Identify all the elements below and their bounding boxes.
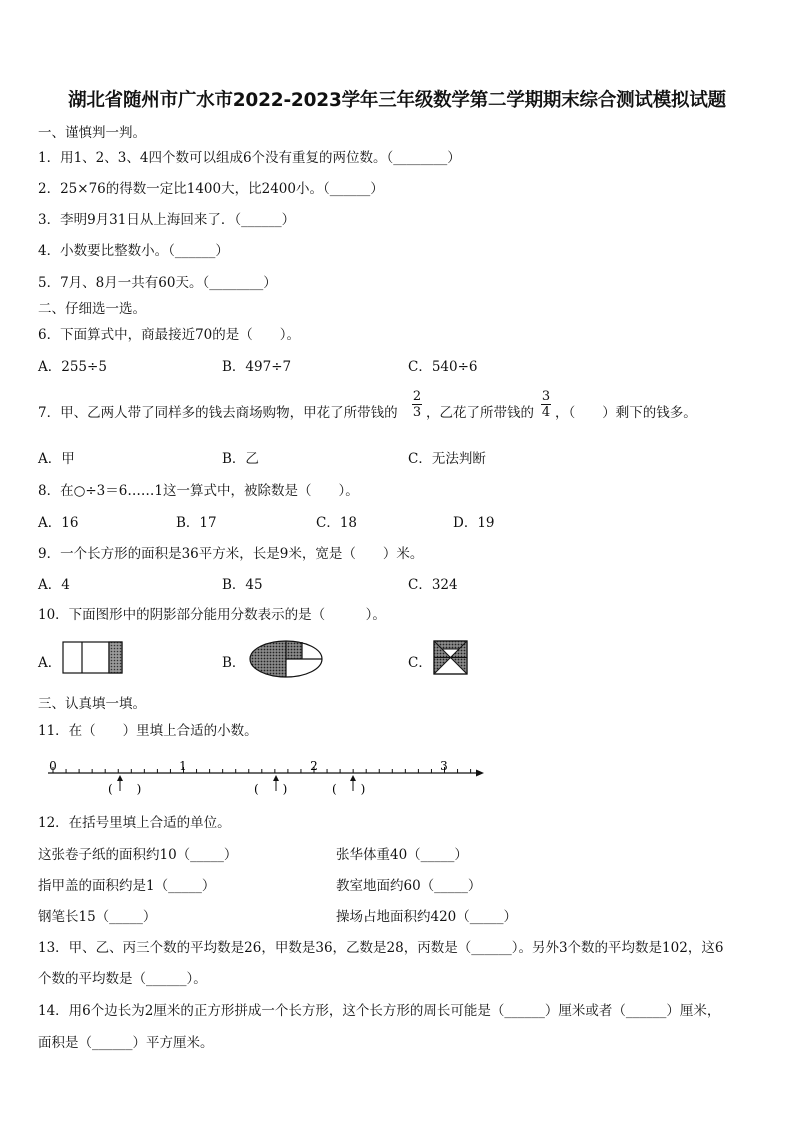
q9-option-a: A．4 (38, 577, 70, 593)
q6-option-b: B．497÷7 (222, 359, 292, 375)
question-5: 5．7月、8月一共有60天。（________） (38, 275, 277, 291)
q7-stem-part3: ，（ ）剩下的钱多。 (555, 405, 697, 421)
tick-label-1: 1 (179, 759, 187, 773)
q12-item-nail-area: 指甲盖的面积约是1（_____） (38, 878, 216, 894)
q8-option-d: D．19 (453, 515, 495, 531)
q10-option-a-label: A． (38, 655, 62, 671)
q7-stem-part2: ，乙花了所带钱的 (426, 405, 534, 421)
tick-label-2: 2 (310, 759, 318, 773)
question-13-line-2: 个数的平均数是（______）。 (38, 971, 207, 987)
question-4: 4．小数要比整数小。（______） (38, 243, 229, 259)
q8-option-c: C．18 (316, 515, 358, 531)
q10-option-b-label: B． (222, 655, 246, 671)
q11-number-line (40, 757, 485, 803)
q12-item-pen-length: 钢笔长15（_____） (38, 909, 157, 925)
q7-option-a: A．甲 (38, 451, 75, 467)
q7-fraction-2 (540, 389, 552, 420)
page-title: 湖北省随州市广水市2022-2023学年三年级数学第二学期期末综合测试模拟试题 (68, 90, 726, 111)
figure-b-shaded-left (248, 639, 286, 679)
q7-stem-part1: 7．甲、乙两人带了同样多的钱去商场购物，甲花了所带钱的 (38, 405, 398, 421)
answer-blank-1: ( ) (108, 782, 142, 796)
q7-option-b: B．乙 (222, 451, 259, 467)
section-3-heading: 三、认真填一填。 (38, 696, 146, 712)
q7-fraction-1 (411, 389, 423, 420)
q7-fraction-2-denominator: 4 (541, 405, 551, 420)
figure-a-shaded-part (109, 642, 122, 673)
question-3: 3．李明9月31日从上海回来了．（______） (38, 212, 296, 228)
number-line-ticks (53, 767, 471, 773)
q9-option-b: B．45 (222, 577, 263, 593)
number-line-arrowhead (476, 770, 484, 777)
q8-option-a: A．16 (38, 515, 79, 531)
q7-fraction-1-denominator: 3 (412, 405, 422, 420)
question-14-line-1: 14．用6个边长为2厘米的正方形拼成一个长方形，这个长方形的周长可能是（______）厘米或者（______）厘米， (38, 1003, 721, 1019)
q7-fraction-2-numerator: 3 (541, 389, 551, 404)
question-13-line-1: 13．甲、乙、丙三个数的平均数是26，甲数是36，乙数是28，丙数是（______）。另外3个数的平均数是102，这6 (38, 940, 724, 956)
question-6: 6．下面算式中，商最接近70的是（ ）。 (38, 327, 301, 343)
answer-blank-2: ( ) (254, 782, 288, 796)
question-10: 10．下面图形中的阴影部分能用分数表示的是（ ）。 (38, 607, 386, 623)
q12-item-classroom: 教室地面约60（_____） (336, 878, 482, 894)
q12-item-paper-area: 这张卷子纸的面积约10（_____） (38, 847, 238, 863)
section-2-heading: 二、仔细选一选。 (38, 301, 146, 317)
q6-option-a: A．255÷5 (38, 359, 107, 375)
q10-figure-c (433, 640, 469, 676)
answer-blank-3: ( ) (332, 782, 366, 796)
q10-figure-a (62, 641, 124, 675)
question-14-line-2: 面积是（______）平方厘米。 (38, 1035, 214, 1051)
tick-label-3: 3 (440, 759, 448, 773)
question-9: 9．一个长方形的面积是36平方米，长是9米，宽是（ ）米。 (38, 546, 424, 562)
q7-option-c: C．无法判断 (408, 451, 486, 467)
question-2: 2．25×76的得数一定比1400大，比2400小。（______） (38, 181, 384, 197)
q12-item-playground: 操场占地面积约420（_____） (336, 909, 518, 925)
question-12: 12．在括号里填上合适的单位。 (38, 815, 231, 831)
question-1: 1．用1、2、3、4四个数可以组成6个没有重复的两位数。（________） (38, 150, 461, 166)
question-8: 8．在○÷3＝6……1这一算式中，被除数是（ ）。 (38, 483, 359, 499)
q10-option-c-label: C． (408, 655, 432, 671)
q10-figure-b (248, 639, 326, 679)
question-11: 11．在（ ）里填上合适的小数。 (38, 723, 258, 739)
q8-option-b: B．17 (176, 515, 217, 531)
q6-option-c: C．540÷6 (408, 359, 478, 375)
section-1-heading: 一、谨慎判一判。 (38, 125, 146, 141)
tick-label-0: 0 (49, 759, 57, 773)
q9-option-c: C．324 (408, 577, 458, 593)
q12-item-weight: 张华体重40（_____） (336, 847, 468, 863)
q7-fraction-1-numerator: 2 (412, 389, 422, 404)
